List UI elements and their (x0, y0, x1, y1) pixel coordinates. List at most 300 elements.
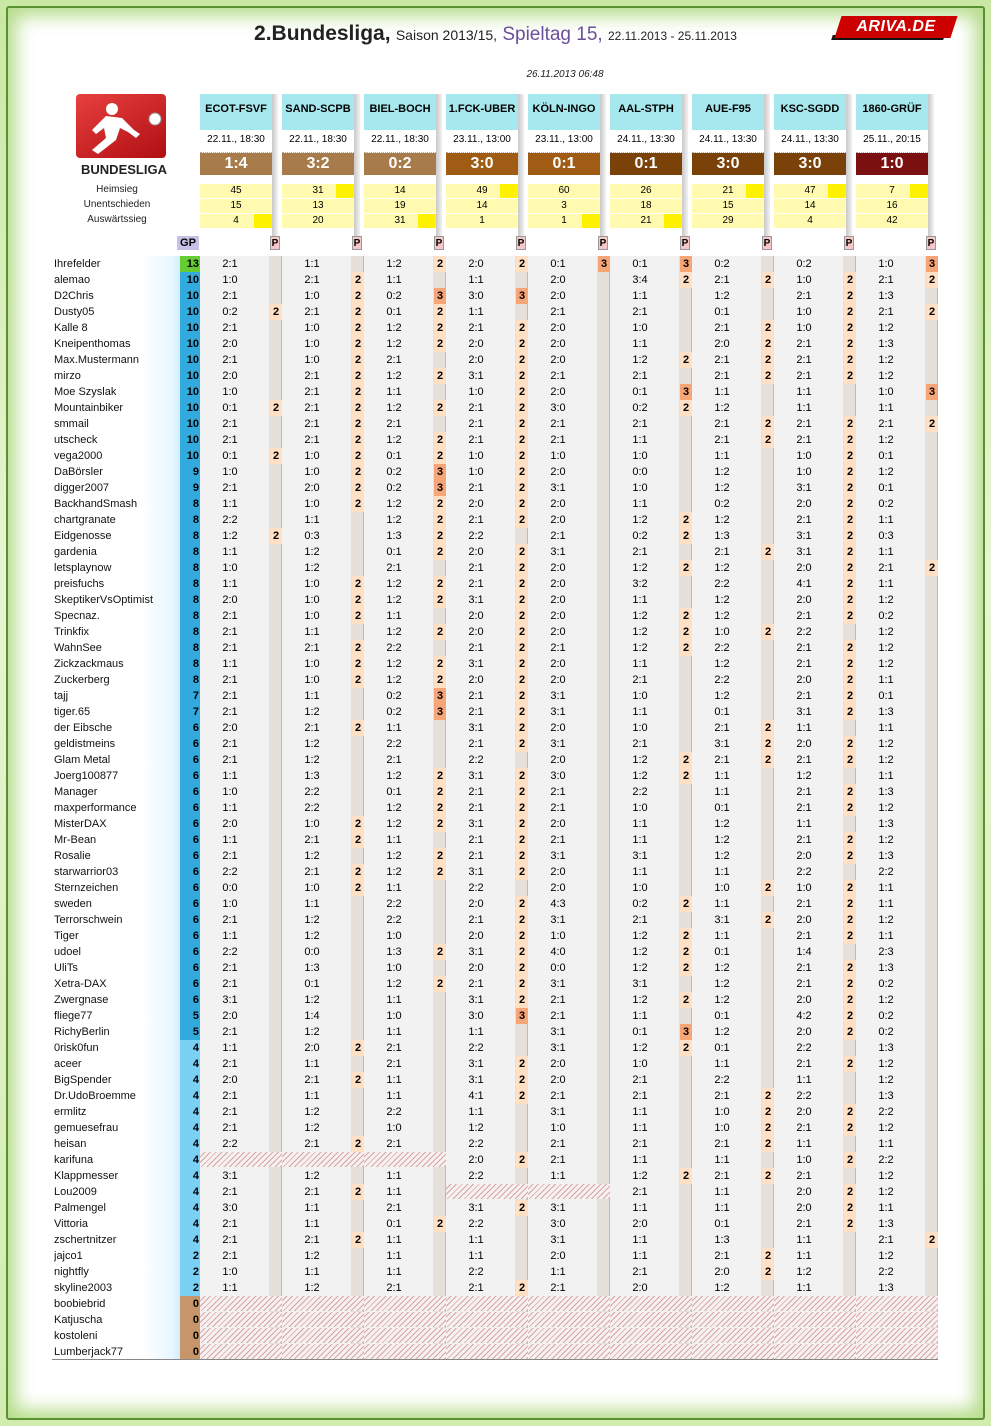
player-name[interactable]: Kneipenthomas (54, 338, 131, 350)
stat-draw (692, 199, 764, 213)
table-row (52, 256, 938, 272)
tip-cell: 2:1 (796, 370, 812, 382)
tip-cell: 1:2 (386, 866, 402, 878)
tip-cell: 2:1 (222, 434, 238, 446)
table-row (52, 944, 938, 960)
stat-value: 42 (886, 215, 898, 226)
player-name[interactable]: Tiger (54, 930, 79, 942)
table-row (52, 1312, 938, 1328)
player-gp: 6 (180, 816, 200, 832)
tip-cell: 1:2 (878, 738, 894, 750)
tip-cell: 1:1 (878, 1202, 894, 1214)
points-cell: 2 (844, 688, 856, 704)
tip-cell: 2:0 (550, 386, 566, 398)
tip-cell: 3:1 (468, 722, 484, 734)
table-row (52, 496, 938, 512)
brand-logo[interactable] (834, 16, 957, 38)
tip-cell: 2:1 (222, 642, 238, 654)
points-cell: 2 (434, 400, 446, 416)
player-name[interactable]: Dusty05 (54, 306, 95, 318)
tip-cell: 2:1 (550, 994, 566, 1006)
tip-cell: 1:2 (878, 626, 894, 638)
column-shadow (600, 94, 606, 240)
player-gp: 10 (180, 368, 200, 384)
tip-cell: 1:1 (222, 1282, 238, 1294)
tip-cell: 2:1 (386, 418, 402, 430)
player-name[interactable]: Klappmesser (54, 1170, 119, 1182)
points-column-header: P (681, 238, 689, 249)
tip-cell: 2:1 (222, 1186, 238, 1198)
stat-away (446, 214, 518, 228)
player-gp: 8 (180, 608, 200, 624)
player-name[interactable]: aceer (54, 1058, 82, 1070)
table-row (52, 512, 938, 528)
player-name[interactable]: kostoleni (54, 1330, 98, 1342)
tip-cell: 1:0 (632, 482, 648, 494)
no-tip-hatch (200, 1328, 282, 1343)
stat-value: 14 (394, 185, 406, 196)
table-row (52, 704, 938, 720)
player-gp: 6 (180, 736, 200, 752)
player-name[interactable]: MisterDAX (54, 818, 107, 830)
tip-cell: 1:1 (796, 1074, 812, 1086)
no-tip-hatch (528, 1184, 610, 1199)
title-matchday: Spieltag 15, (502, 24, 603, 45)
tip-cell: 0:2 (878, 610, 894, 622)
tip-cell: 2:1 (632, 306, 648, 318)
tip-cell: 2:1 (222, 1250, 238, 1262)
tip-cell: 2:2 (386, 642, 402, 654)
player-gp: 6 (180, 944, 200, 960)
tip-cell: 0:1 (714, 946, 730, 958)
tip-cell: 1:1 (632, 1250, 648, 1262)
tip-cell: 1:2 (878, 754, 894, 766)
tip-cell: 0:1 (714, 1042, 730, 1054)
player-name[interactable]: UliTs (54, 962, 78, 974)
player-name[interactable]: Manager (54, 786, 98, 798)
tip-cell: 1:1 (632, 498, 648, 510)
tip-cell: 2:0 (550, 1250, 566, 1262)
tip-cell: 3:1 (550, 914, 566, 926)
stat-draw (446, 199, 518, 213)
table-row (52, 864, 938, 880)
points-cell: 2 (434, 512, 446, 528)
player-name[interactable]: Rosalie (54, 850, 91, 862)
tip-cell: 2:1 (714, 370, 730, 382)
player-gp: 4 (180, 1216, 200, 1232)
table-row (52, 832, 938, 848)
table-row (52, 1168, 938, 1184)
tip-cell: 1:2 (878, 914, 894, 926)
tip-cell: 0:2 (386, 706, 402, 718)
match-date: 24.11., 13:30 (610, 130, 682, 153)
tip-cell: 2:2 (222, 946, 238, 958)
player-gp: 4 (180, 1056, 200, 1072)
tip-cell: 1:1 (550, 1170, 566, 1182)
player-gp: 10 (180, 384, 200, 400)
tip-cell: 2:1 (796, 658, 812, 670)
player-gp: 2 (180, 1280, 200, 1296)
tip-cell: 1:1 (714, 1058, 730, 1070)
player-gp: 10 (180, 448, 200, 464)
no-tip-hatch (610, 1344, 692, 1359)
stat-highlight (500, 184, 518, 198)
player-name[interactable]: letsplaynow (54, 562, 112, 574)
match-teams[interactable]: 1.FCK-UBER (446, 94, 518, 130)
tip-cell: 4:0 (550, 946, 566, 958)
tip-cell: 2:1 (550, 418, 566, 430)
tip-cell: 1:1 (468, 1026, 484, 1038)
tip-cell: 1:2 (304, 546, 320, 558)
stat-value: 21 (722, 185, 734, 196)
player-name[interactable]: Mountainbiker (54, 402, 124, 414)
tip-cell: 1:1 (796, 818, 812, 830)
tip-cell: 1:1 (222, 930, 238, 942)
tip-cell: 2:1 (386, 562, 402, 574)
player-name[interactable]: Xetra-DAX (54, 978, 107, 990)
tip-cell: 1:0 (714, 1106, 730, 1118)
player-name[interactable]: maxperformance (54, 802, 137, 814)
tip-cell: 2:1 (796, 514, 812, 526)
tip-cell: 1:2 (878, 1074, 894, 1086)
points-cell: 2 (844, 880, 856, 896)
tip-cell: 3:1 (550, 1042, 566, 1054)
tip-cell: 1:1 (878, 722, 894, 734)
points-cell: 2 (516, 320, 528, 336)
tip-cell: 0:2 (714, 498, 730, 510)
player-name[interactable]: tajj (54, 690, 69, 702)
tip-cell: 3:1 (468, 370, 484, 382)
tip-cell: 0:1 (222, 450, 238, 462)
player-name[interactable]: utscheck (54, 434, 98, 446)
player-name[interactable]: BackhandSmash (54, 498, 138, 510)
table-row (52, 528, 938, 544)
tip-cell: 2:1 (304, 866, 320, 878)
tip-cell: 1:2 (714, 690, 730, 702)
points-cell: 2 (680, 768, 692, 784)
player-name[interactable]: Mr-Bean (54, 834, 97, 846)
tip-cell: 0:2 (386, 690, 402, 702)
player-name[interactable]: karifuna (54, 1154, 94, 1166)
player-name[interactable]: der Eibsche (54, 722, 113, 734)
tip-cell: 2:1 (222, 1234, 238, 1246)
tip-cell: 2:1 (550, 1154, 566, 1166)
player-name[interactable]: preisfuchs (54, 578, 105, 590)
tip-cell: 2:1 (796, 834, 812, 846)
tip-cell: 2:1 (222, 754, 238, 766)
table-row (52, 1072, 938, 1088)
points-cell: 2 (516, 976, 528, 992)
tip-cell: 1:0 (632, 802, 648, 814)
player-name[interactable]: geldistmeins (54, 738, 116, 750)
player-name[interactable]: jajco1 (54, 1250, 83, 1262)
player-name[interactable]: fliege77 (54, 1010, 93, 1022)
tip-cell: 1:1 (632, 818, 648, 830)
table-row (52, 304, 938, 320)
points-cell: 3 (598, 256, 610, 272)
player-gp: 5 (180, 1024, 200, 1040)
tip-cell: 1:0 (304, 594, 320, 606)
stat-value: 31 (312, 185, 324, 196)
tip-cell: 2:1 (714, 322, 730, 334)
tip-cell: 2:1 (550, 530, 566, 542)
player-name[interactable]: Kalle 8 (54, 322, 88, 334)
player-name[interactable]: D2Chris (54, 290, 94, 302)
player-name[interactable]: chartgranate (54, 514, 116, 526)
player-name[interactable]: Joerg100877 (54, 770, 119, 782)
tip-cell: 3:1 (796, 546, 812, 558)
tip-cell: 2:2 (468, 1138, 484, 1150)
tip-cell: 1:2 (386, 802, 402, 814)
tip-cell: 1:2 (386, 674, 402, 686)
points-cell: 2 (434, 320, 446, 336)
tip-cell: 1:2 (714, 402, 730, 414)
player-name[interactable]: tiger.65 (54, 706, 91, 718)
points-cell: 2 (762, 720, 774, 736)
tip-cell: 1:1 (304, 690, 320, 702)
player-name[interactable]: ermlitz (54, 1106, 87, 1118)
tip-cell: 2:1 (222, 1058, 238, 1070)
tip-cell: 3:1 (550, 706, 566, 718)
stat-value: 60 (558, 185, 570, 196)
tip-cell: 3:0 (468, 1010, 484, 1022)
points-cell: 3 (434, 688, 446, 704)
tip-cell: 1:2 (878, 658, 894, 670)
tip-cell: 2:1 (386, 1138, 402, 1150)
table-row (52, 928, 938, 944)
tip-cell: 1:1 (632, 1122, 648, 1134)
tip-cell: 2:1 (468, 1282, 484, 1294)
tip-cell: 1:2 (386, 594, 402, 606)
table-row (52, 416, 938, 432)
no-tip-hatch (364, 1296, 446, 1311)
points-cell: 2 (516, 368, 528, 384)
player-gp: 10 (180, 272, 200, 288)
points-cell: 2 (352, 816, 364, 832)
no-tip-hatch (774, 1312, 856, 1327)
table-row (52, 448, 938, 464)
player-name[interactable]: nightfly (54, 1266, 89, 1278)
player-name[interactable]: gardenia (54, 546, 97, 558)
player-name[interactable]: udoel (54, 946, 81, 958)
points-cell: 2 (434, 368, 446, 384)
player-name[interactable]: vega2000 (54, 450, 103, 462)
tip-cell: 2:1 (714, 546, 730, 558)
player-name[interactable]: digger2007 (54, 482, 110, 494)
player-name[interactable]: Terrorschwein (54, 914, 123, 926)
tip-cell: 2:0 (468, 962, 484, 974)
table-row (52, 688, 938, 704)
player-name[interactable]: SkeptikerVsOptimist (54, 594, 154, 606)
points-cell: 2 (434, 528, 446, 544)
player-name[interactable]: Zickzackmaus (54, 658, 124, 670)
player-gp: 6 (180, 784, 200, 800)
tip-cell: 1:3 (878, 786, 894, 798)
tip-cell: 1:1 (878, 402, 894, 414)
tip-cell: 1:2 (386, 514, 402, 526)
match-teams[interactable]: SAND-SCPB (282, 94, 354, 130)
stat-home (528, 184, 600, 198)
points-cell: 2 (844, 672, 856, 688)
points-cell: 2 (680, 400, 692, 416)
tip-cell: 2:1 (222, 1106, 238, 1118)
tip-cell: 2:0 (468, 898, 484, 910)
tip-cell: 2:2 (632, 786, 648, 798)
points-cell: 2 (352, 304, 364, 320)
stat-highlight (582, 214, 600, 228)
match-teams[interactable]: KÖLN-INGO (528, 94, 600, 130)
player-name[interactable]: sweden (54, 898, 92, 910)
player-name[interactable]: smmail (54, 418, 89, 430)
player-name[interactable]: Eidgenosse (54, 530, 112, 542)
tip-cell: 1:0 (796, 466, 812, 478)
player-gp: 8 (180, 528, 200, 544)
match-score: 0:1 (610, 153, 682, 175)
player-gp: 4 (180, 1088, 200, 1104)
tip-cell: 1:0 (796, 882, 812, 894)
points-cell: 2 (352, 864, 364, 880)
tip-cell: 4:2 (796, 1010, 812, 1022)
player-name[interactable]: alemao (54, 274, 91, 286)
points-cell: 2 (516, 1088, 528, 1104)
match-teams[interactable]: ECOT-FSVF (200, 94, 272, 130)
tip-cell: 3:1 (550, 850, 566, 862)
points-cell: 2 (434, 336, 446, 352)
player-name[interactable]: skyline2003 (54, 1282, 113, 1294)
points-cell: 2 (516, 640, 528, 656)
tip-cell: 1:1 (304, 514, 320, 526)
tip-cell: 2:0 (222, 722, 238, 734)
tip-cell: 1:1 (796, 1234, 812, 1246)
no-tip-hatch (692, 1296, 774, 1311)
points-cell: 2 (844, 928, 856, 944)
tip-cell: 1:3 (878, 706, 894, 718)
match-teams[interactable]: KSC-SGDD (774, 94, 846, 130)
tip-cell: 2:0 (796, 850, 812, 862)
tip-cell: 1:1 (386, 994, 402, 1006)
player-name[interactable]: Moe Szyslak (54, 386, 117, 398)
player-name[interactable]: Zuckerberg (54, 674, 110, 686)
tip-cell: 1:2 (386, 850, 402, 862)
tip-cell: 2:0 (550, 562, 566, 574)
table-row (52, 1184, 938, 1200)
tip-cell: 2:0 (796, 562, 812, 574)
column-shadow (682, 94, 688, 240)
tip-cell: 2:1 (714, 722, 730, 734)
player-name[interactable]: zschertnitzer (54, 1234, 117, 1246)
match-teams[interactable]: 1860-GRÜF (856, 94, 928, 130)
points-cell: 2 (680, 528, 692, 544)
points-cell: 2 (516, 432, 528, 448)
tip-cell: 2:1 (632, 1266, 648, 1278)
player-name[interactable]: heisan (54, 1138, 87, 1150)
tip-cell: 2:1 (796, 898, 812, 910)
points-column-header: P (271, 238, 279, 249)
tip-cell: 2:0 (550, 514, 566, 526)
points-cell: 2 (762, 352, 774, 368)
stat-away (610, 214, 682, 228)
table-row (52, 1152, 938, 1168)
player-name[interactable]: Specnaz. (54, 610, 100, 622)
tip-cell: 1:4 (304, 1010, 320, 1022)
points-cell: 2 (680, 640, 692, 656)
player-name[interactable]: Palmengel (54, 1202, 106, 1214)
points-cell: 2 (516, 256, 528, 272)
tip-cell: 1:2 (386, 626, 402, 638)
tip-cell: 2:1 (468, 514, 484, 526)
player-name[interactable]: starwarrior03 (54, 866, 119, 878)
tip-cell: 2:1 (304, 1186, 320, 1198)
table-row (52, 640, 938, 656)
match-teams[interactable]: AUE-F95 (692, 94, 764, 130)
player-name[interactable]: Sternzeichen (54, 882, 119, 894)
tip-cell: 2:0 (222, 1010, 238, 1022)
points-cell: 2 (680, 1040, 692, 1056)
points-cell: 2 (352, 672, 364, 688)
tip-cell: 1:2 (714, 994, 730, 1006)
tip-cell: 1:1 (386, 1170, 402, 1182)
tip-cell: 1:1 (550, 1266, 566, 1278)
stat-draw (856, 199, 928, 213)
player-name[interactable]: Lumberjack77 (54, 1346, 124, 1358)
player-name[interactable]: 0risk0fun (54, 1042, 99, 1054)
tip-cell: 2:1 (632, 1074, 648, 1086)
player-name[interactable]: gemuesefrau (54, 1122, 119, 1134)
player-name[interactable]: Trinkfix (54, 626, 90, 638)
points-column-header: P (763, 238, 771, 249)
player-name[interactable]: Katjuscha (54, 1314, 103, 1326)
player-name[interactable]: boobiebrid (54, 1298, 106, 1310)
points-cell: 2 (352, 448, 364, 464)
player-name[interactable]: Zwergnase (54, 994, 109, 1006)
player-name[interactable]: Glam Metal (54, 754, 111, 766)
stat-value: 4 (807, 215, 813, 226)
player-name[interactable]: Ihrefelder (54, 258, 101, 270)
player-name[interactable]: Lou2009 (54, 1186, 97, 1198)
tip-cell: 1:2 (714, 658, 730, 670)
tip-cell: 1:1 (304, 1218, 320, 1230)
player-name[interactable]: mirzo (54, 370, 81, 382)
tip-cell: 2:1 (714, 354, 730, 366)
player-gp: 7 (180, 704, 200, 720)
player-name[interactable]: Max.Mustermann (54, 354, 139, 366)
stat-highlight (336, 184, 354, 198)
points-cell: 2 (926, 1232, 938, 1248)
table-row (52, 544, 938, 560)
match-teams[interactable]: BIEL-BOCH (364, 94, 436, 130)
tip-cell: 1:1 (714, 930, 730, 942)
tip-cell: 0:2 (878, 1010, 894, 1022)
player-name[interactable]: BigSpender (54, 1074, 112, 1086)
match-teams[interactable]: AAL-STPH (610, 94, 682, 130)
player-name[interactable]: Vittoria (54, 1218, 89, 1230)
points-cell: 2 (516, 688, 528, 704)
tip-cell: 0:1 (878, 482, 894, 494)
player-name[interactable]: Dr.UdoBroemme (54, 1090, 136, 1102)
points-cell: 2 (516, 448, 528, 464)
table-row (52, 720, 938, 736)
tip-cell: 2:1 (714, 1250, 730, 1262)
tip-cell: 2:1 (632, 1186, 648, 1198)
player-name[interactable]: DaBörsler (54, 466, 103, 478)
points-cell: 2 (352, 272, 364, 288)
player-name[interactable]: WahnSee (54, 642, 102, 654)
player-name[interactable]: RichyBerlin (54, 1026, 110, 1038)
player-gp: 7 (180, 688, 200, 704)
no-tip-hatch (774, 1328, 856, 1343)
no-tip-hatch (856, 1296, 938, 1311)
tip-cell: 1:2 (714, 834, 730, 846)
